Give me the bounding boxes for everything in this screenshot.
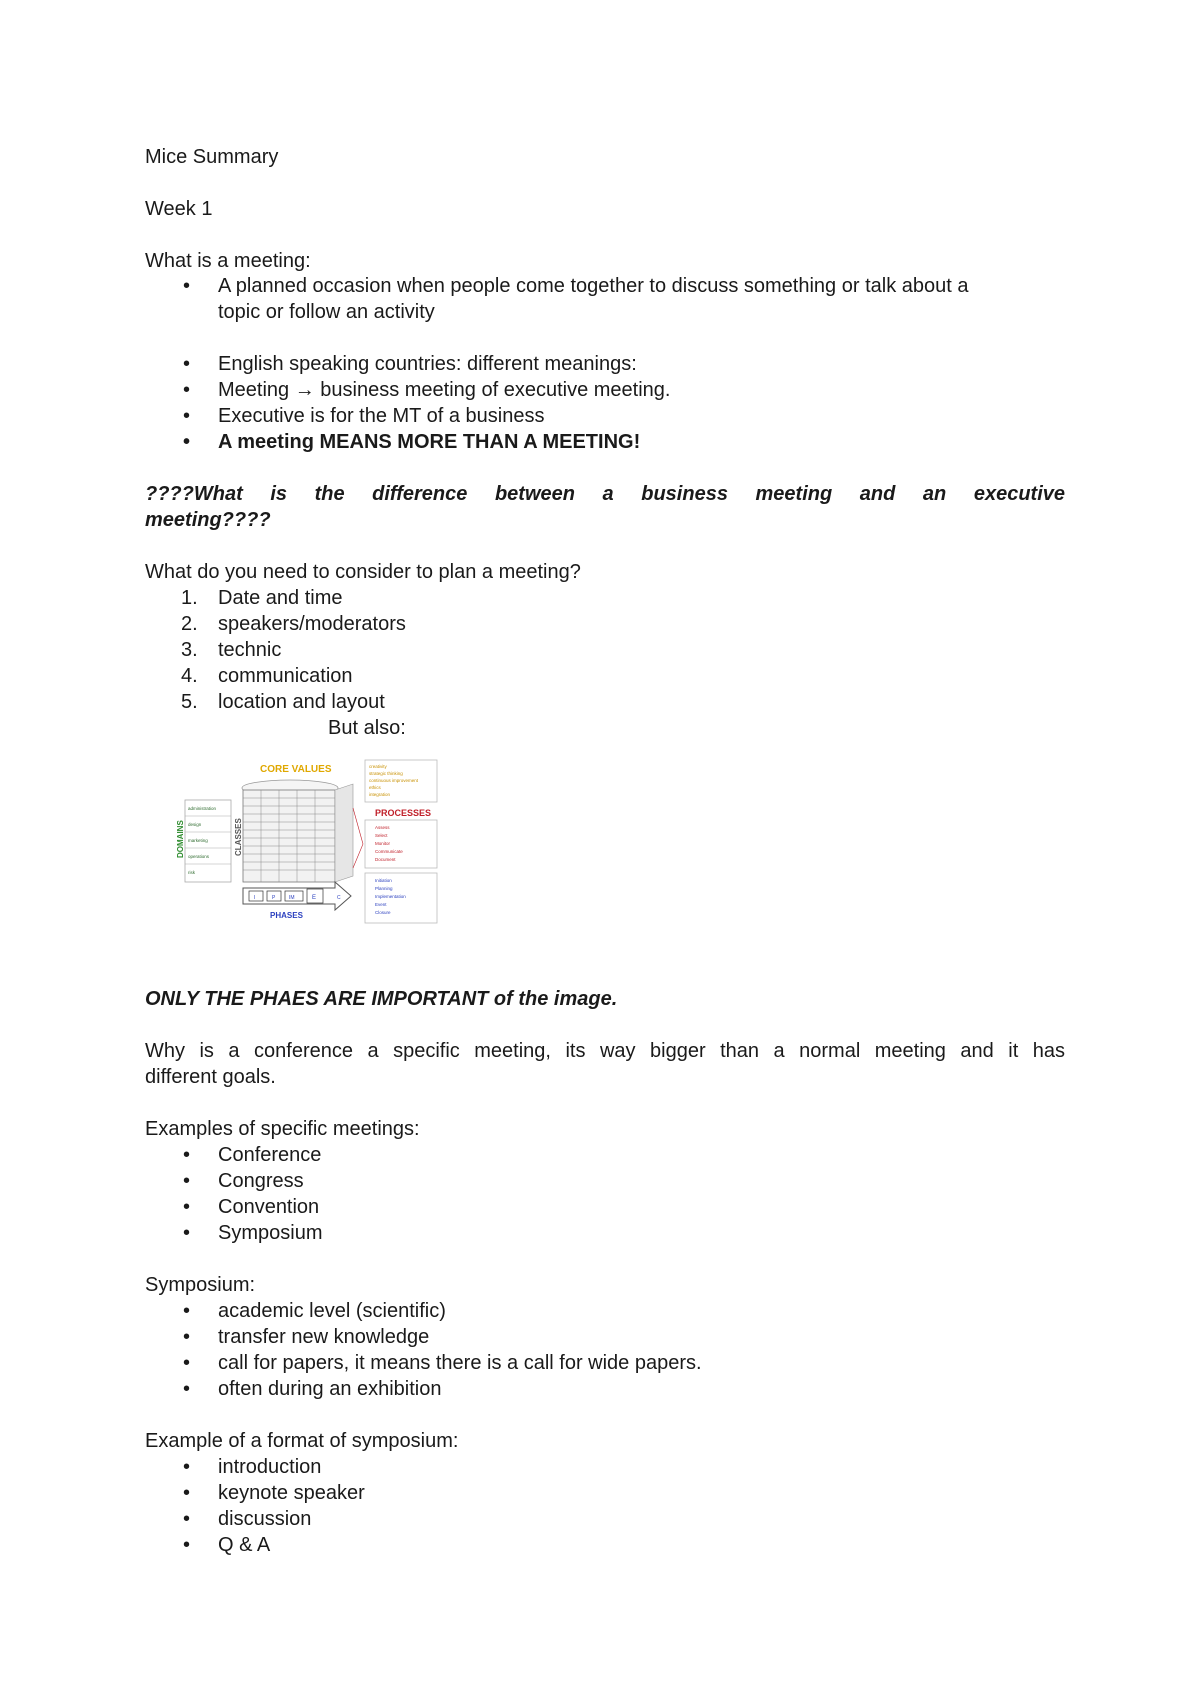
list-item-text: A planned occasion when people come together to discuss something or talk about a [218, 275, 969, 297]
phase-item: Planning [375, 886, 393, 891]
examples-heading: Examples of specific meetings: [145, 1118, 420, 1140]
bullet-icon: • [183, 1482, 191, 1504]
phase-item: Event [375, 902, 387, 907]
phase-item: Closure [375, 910, 391, 915]
phases-label: PHASES [270, 911, 303, 920]
item-text: speakers/moderators [218, 613, 406, 635]
list-item-text: Q & A [218, 1534, 271, 1556]
but-also-text: But also: [328, 717, 406, 739]
list-item-text: introduction [218, 1456, 322, 1478]
arrow-right-icon: → [294, 379, 315, 401]
meeting-heading: What is a meeting: [145, 250, 311, 272]
bullet-icon: • [183, 1196, 191, 1218]
document-title: Mice Summary [145, 146, 279, 168]
phase-letter: P [272, 895, 276, 901]
bullet-icon: • [183, 405, 191, 427]
domain-item: administration [188, 806, 217, 811]
format-heading: Example of a format of symposium: [145, 1430, 459, 1452]
bullet-icon: • [183, 275, 191, 297]
list-item-text: discussion [218, 1508, 312, 1530]
classes-label: CLASSES [234, 818, 243, 856]
grid-side [335, 784, 353, 882]
item-number: 3. [181, 639, 198, 661]
phase-letter: I [254, 895, 256, 901]
question-line: ????What is the difference between a business meeting and an executive [145, 483, 1065, 505]
core-value-item: creativity [369, 764, 387, 769]
core-values-label: CORE VALUES [260, 764, 332, 775]
domain-item: risk [188, 870, 195, 875]
item-number: 5. [181, 691, 198, 713]
bullet-icon: • [183, 379, 191, 401]
framework-diagram [175, 758, 575, 928]
processes-label: PROCESSES [375, 808, 432, 818]
bullet-icon: • [183, 1326, 191, 1348]
list-item-text: Executive is for the MT of a business [218, 405, 545, 427]
bullet-icon: • [183, 1534, 191, 1556]
list-item-text: Meeting → business meeting of executive meeting. [218, 379, 671, 401]
list-item-text: transfer new knowledge [218, 1326, 430, 1348]
phase-letter: IM [289, 895, 295, 901]
item-number: 2. [181, 613, 198, 635]
process-item: Document [375, 857, 396, 862]
phases-note: ONLY THE PHAES ARE IMPORTANT of the image. [145, 988, 618, 1010]
domain-item: operations [188, 854, 210, 859]
phase-item: Initiation [375, 878, 392, 883]
process-item: Monitor [375, 841, 391, 846]
list-item-text-bold: A meeting MEANS MORE THAN A MEETING! [218, 431, 641, 453]
item-text: location and layout [218, 691, 385, 713]
list-item-text: Convention [218, 1196, 320, 1218]
core-value-item: ethics [369, 785, 381, 790]
list-item-text: Symposium [218, 1222, 323, 1244]
bullet-icon: • [183, 431, 191, 453]
phase-item: Implementation [375, 894, 406, 899]
list-item-text: topic or follow an activity [218, 301, 435, 323]
bullet-icon: • [183, 1170, 191, 1192]
conference-line: different goals. [145, 1066, 276, 1088]
item-text: technic [218, 639, 282, 661]
list-item-text: Congress [218, 1170, 304, 1192]
process-item: Assess [375, 825, 390, 830]
week-heading: Week 1 [145, 198, 213, 220]
process-item: Select [375, 833, 388, 838]
bullet-icon: • [183, 1508, 191, 1530]
conference-line: Why is a conference a specific meeting, its way bigger than a normal meeting and it has [145, 1040, 1065, 1062]
core-value-item: integration [369, 792, 391, 797]
core-value-item: continuous improvement [369, 778, 419, 783]
list-item-text: Conference [218, 1144, 322, 1166]
bullet-icon: • [183, 1456, 191, 1478]
domain-item: design [188, 822, 202, 827]
bullet-icon: • [183, 353, 191, 375]
phase-letter: C [337, 895, 341, 901]
item-number: 4. [181, 665, 198, 687]
list-item-text: call for papers, it means there is a call for wide papers. [218, 1352, 702, 1374]
bullet-icon: • [183, 1352, 191, 1374]
phase-letter: E [312, 895, 317, 901]
bullet-icon: • [183, 1144, 191, 1166]
item-text: communication [218, 665, 353, 687]
list-item-text: keynote speaker [218, 1482, 365, 1504]
symposium-heading: Symposium: [145, 1274, 256, 1296]
domain-item: marketing [188, 838, 208, 843]
question-line: meeting???? [145, 509, 271, 531]
core-value-item: strategic thinking [369, 771, 403, 776]
bullet-icon: • [183, 1378, 191, 1400]
bullet-icon: • [183, 1300, 191, 1322]
list-item-text: academic level (scientific) [218, 1300, 446, 1322]
process-item: Communicate [375, 849, 403, 854]
classes-grid [243, 790, 335, 882]
domains-label: DOMAINS [176, 820, 185, 858]
list-item-text: English speaking countries: different meanings: [218, 353, 637, 375]
bullet-icon: • [183, 1222, 191, 1244]
plan-heading: What do you need to consider to plan a meeting? [145, 561, 581, 583]
item-text: Date and time [218, 587, 343, 609]
pmbok-figure [175, 758, 575, 928]
item-number: 1. [181, 587, 198, 609]
list-item-text: often during an exhibition [218, 1378, 442, 1400]
